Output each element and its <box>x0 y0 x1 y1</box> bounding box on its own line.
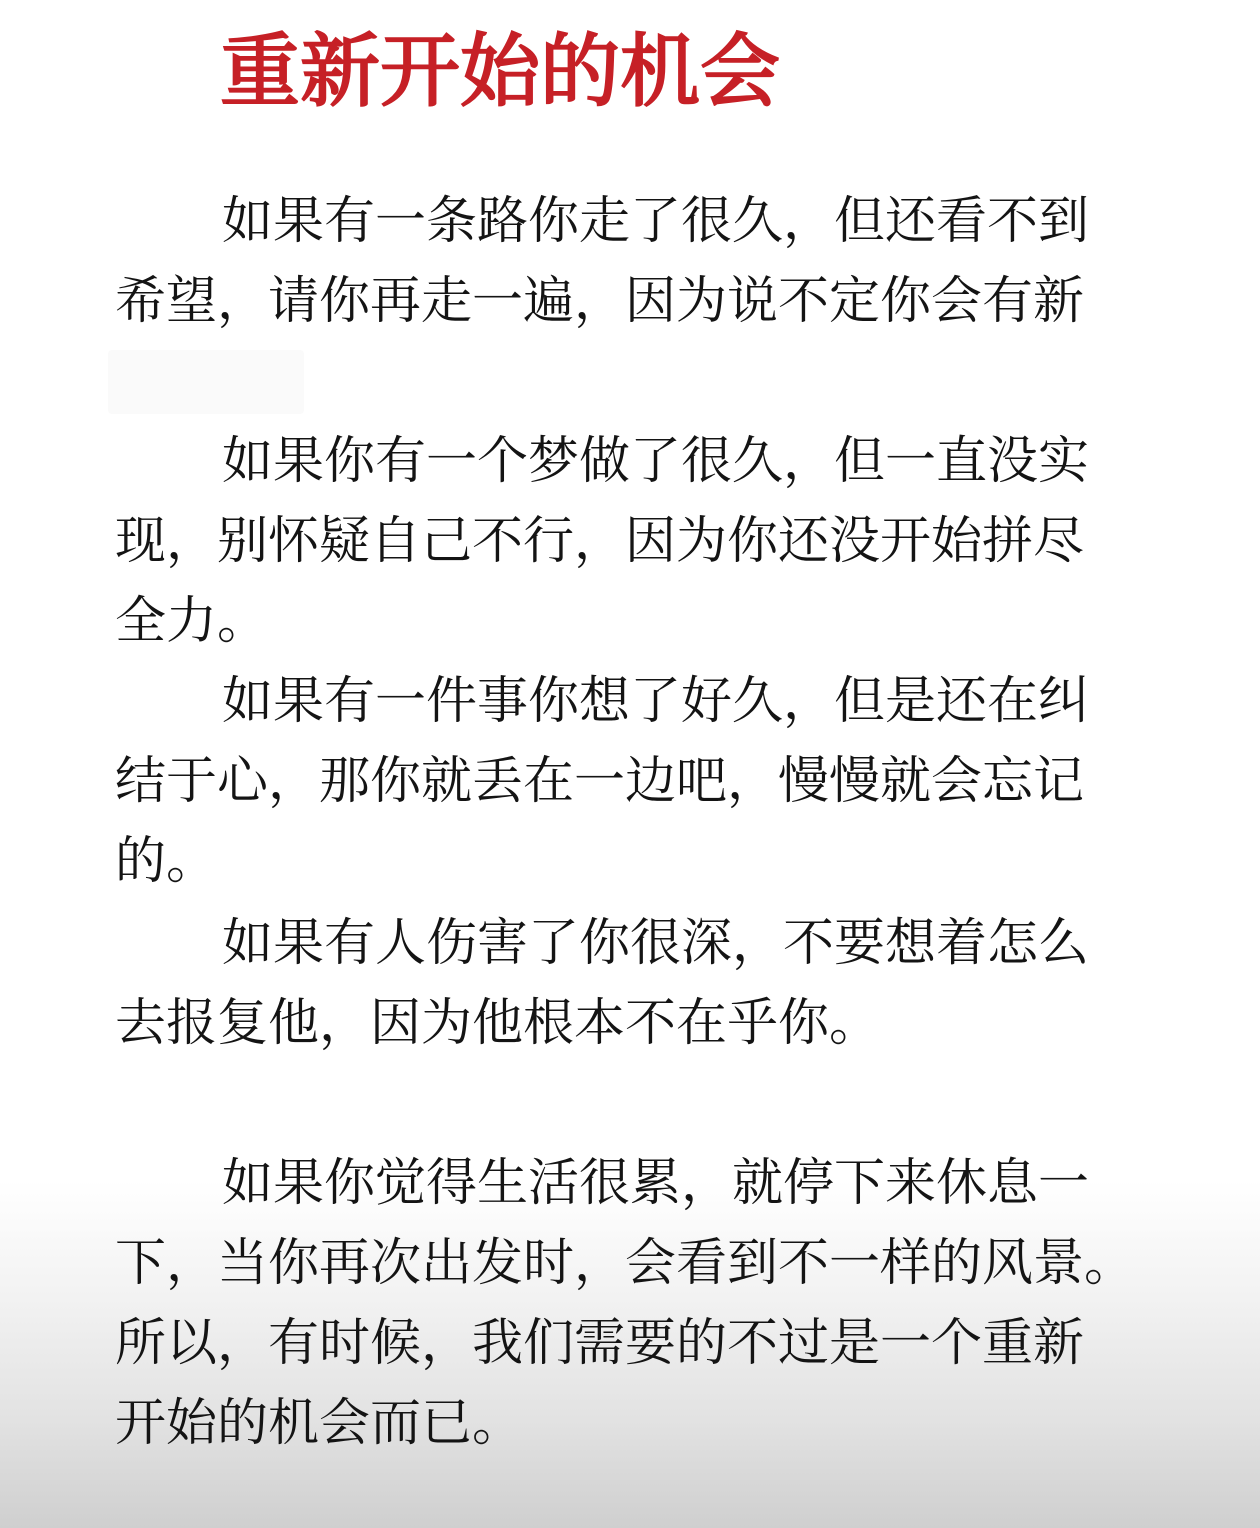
paragraph-line: 去报复他，因为他根本不在乎你。 <box>115 994 881 1053</box>
paragraph-line: 的。 <box>115 832 218 891</box>
paragraph-line: 现，别怀疑自己不行，因为你还没开始拼尽 <box>115 512 1085 571</box>
paragraph-line: 全力。 <box>115 592 269 651</box>
paragraph-line: 如果你觉得生活很累，就停下来休息一 <box>222 1154 1090 1213</box>
paragraph-line: 如果有人伤害了你很深，不要想着怎么 <box>222 914 1090 973</box>
paragraph-line: 希望，请你再走一遍，因为说不定你会有新 <box>115 272 1085 331</box>
paragraph-line: 如果有一件事你想了好久，但是还在纠 <box>222 672 1090 731</box>
paragraph-line: 开始的机会而已。 <box>115 1394 524 1453</box>
paragraph-line: 所以，有时候，我们需要的不过是一个重新 <box>115 1314 1085 1373</box>
paragraph-line: 下，当你再次出发时，会看到不一样的风景。 <box>115 1234 1136 1293</box>
paragraph-line: 如果你有一个梦做了很久，但一直没实 <box>222 432 1090 491</box>
page-title: 重新开始的机会 <box>220 25 780 118</box>
erased-text-area <box>108 350 304 414</box>
paragraph-line: 如果有一条路你走了很久，但还看不到 <box>222 192 1090 251</box>
paragraph-line: 结于心，那你就丢在一边吧，慢慢就会忘记 <box>115 752 1085 811</box>
